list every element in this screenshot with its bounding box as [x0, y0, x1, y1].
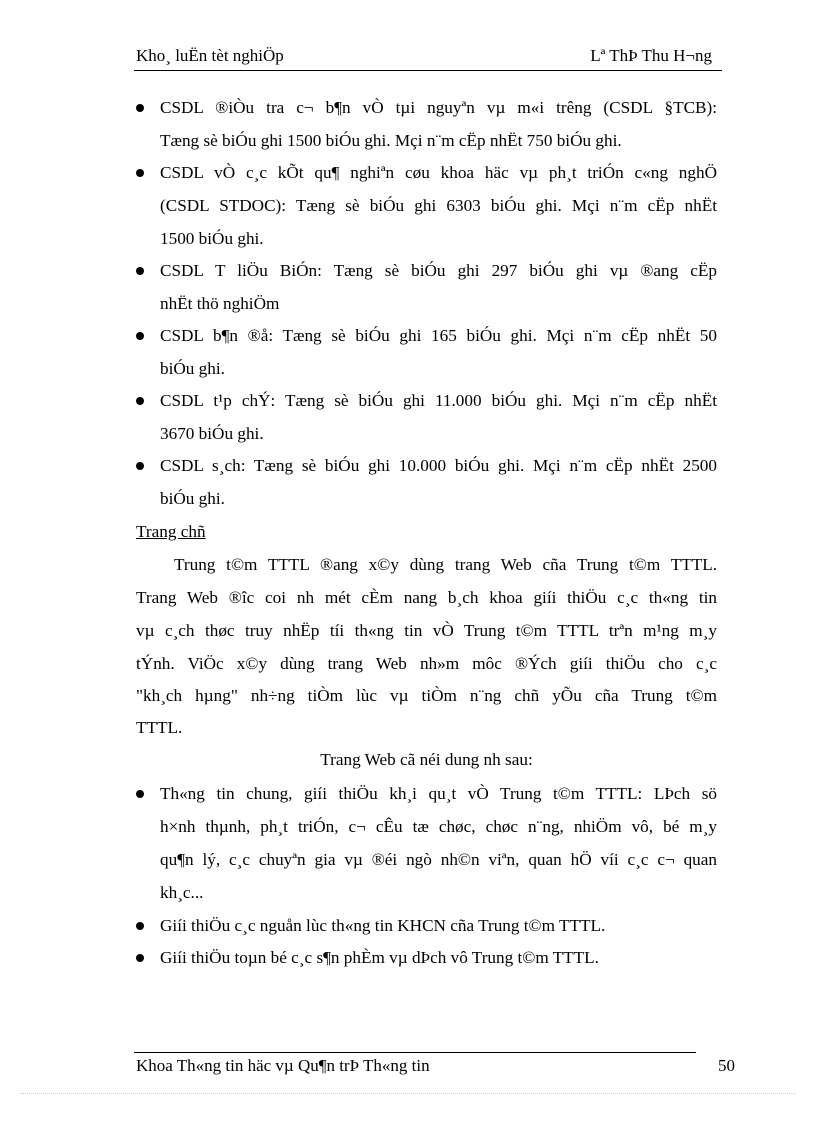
bullet-icon [136, 790, 144, 798]
list-item-line: (CSDL STDOC): Tæng sè biÓu ghi 6303 biÓu ghi. Mçi n¨m cËp nhËt [160, 196, 717, 215]
header-author: Lª ThÞ Thu H¬ng [590, 46, 712, 65]
list-item-line: Giíi thiÖu c¸c nguån lùc th«ng tin KHCN cña Trung t©m TTTL. [160, 916, 606, 935]
page-number: 50 [718, 1056, 735, 1075]
bullet-icon [136, 332, 144, 340]
footer-rule [134, 1052, 696, 1053]
bullet-icon [136, 462, 144, 470]
list-item-line: h×nh thµnh, ph¸t triÓn, c¬ cÊu tæ chøc, chøc n¨ng, nhiÖm vô, bé m¸y [160, 817, 717, 836]
list-item-line: CSDL T liÖu BiÓn: Tæng sè biÓu ghi 297 biÓu ghi vµ ®ang cËp [160, 261, 717, 280]
list-item-line: CSDL vÒ c¸c kÕt qu¶ nghiªn cøu khoa häc vµ ph¸t triÓn c«ng nghÖ [160, 163, 717, 182]
paragraph-line: "kh¸ch hµng" nh÷ng tiÒm lùc vµ tiÒm n¨ng chñ yÕu cña Trung t©m [136, 686, 717, 705]
list-item-line: CSDL s¸ch: Tæng sè biÓu ghi 10.000 biÓu ghi. Mçi n¨m cËp nhËt 2500 [160, 456, 717, 475]
list-item-line: nhËt thö nghiÖm [160, 294, 280, 313]
paragraph-line: Trung t©m TTTL ®ang x©y dùng trang Web cña Trung t©m TTTL. [174, 555, 717, 574]
bullet-icon [136, 104, 144, 112]
list-item-line: Th«ng tin chung, giíi thiÖu kh¸i qu¸t vÒ Trung t©m TTTL: LÞch sö [160, 784, 717, 803]
header-thesis-title: Kho¸ luËn tèt nghiÖp [136, 46, 284, 65]
bullet-icon [136, 954, 144, 962]
list-item-line: biÓu ghi. [160, 359, 225, 378]
paragraph-line: Trang Web ®îc coi nh mét cÈm nang b¸ch khoa giíi thiÖu c¸c th«ng tin [136, 588, 717, 607]
bullet-icon [136, 267, 144, 275]
list-item-line: kh¸c... [160, 883, 204, 902]
paragraph-line: TTTL. [136, 718, 183, 737]
list-item-line: 3670 biÓu ghi. [160, 424, 264, 443]
list-item-line: CSDL ®iÒu tra c¬ b¶n vÒ tµi nguyªn vµ m«i trêng (CSDL §TCB): [160, 98, 717, 117]
list-item-line: Tæng sè biÓu ghi 1500 biÓu ghi. Mçi n¨m cËp nhËt 750 biÓu ghi. [160, 131, 622, 150]
list-item-line: qu¶n lý, c¸c chuyªn gia vµ ®éi ngò nh©n viªn, quan hÖ víi c¸c c¬ quan [160, 850, 717, 869]
section-title: Trang chñ [136, 522, 206, 541]
paragraph-line: vµ c¸ch thøc truy nhËp tíi th«ng tin vÒ Trung t©m TTTL trªn m¹ng m¸y [136, 621, 717, 640]
list-item-line: CSDL t¹p chÝ: Tæng sè biÓu ghi 11.000 biÓu ghi. Mçi n¨m cËp nhËt [160, 391, 717, 410]
page-header [134, 44, 722, 71]
list-item-line: biÓu ghi. [160, 489, 225, 508]
centered-caption: Trang Web cã néi dung nh sau: [320, 750, 533, 769]
list-item-line: 1500 biÓu ghi. [160, 229, 264, 248]
list-item-line: Giíi thiÖu toµn bé c¸c s¶n phÈm vµ dÞch vô Trung t©m TTTL. [160, 948, 599, 967]
bullet-icon [136, 397, 144, 405]
paragraph-line: tÝnh. ViÖc x©y dùng trang Web nh»m môc ®Ých giíi thiÖu cho c¸c [136, 654, 717, 673]
bullet-icon [136, 922, 144, 930]
page-break-divider [20, 1093, 796, 1094]
list-item-line: CSDL b¶n ®å: Tæng sè biÓu ghi 165 biÓu ghi. Mçi n¨m cËp nhËt 50 [160, 326, 717, 345]
footer-faculty: Khoa Th«ng tin häc vµ Qu¶n trÞ Th«ng tin [136, 1056, 430, 1075]
bullet-icon [136, 169, 144, 177]
